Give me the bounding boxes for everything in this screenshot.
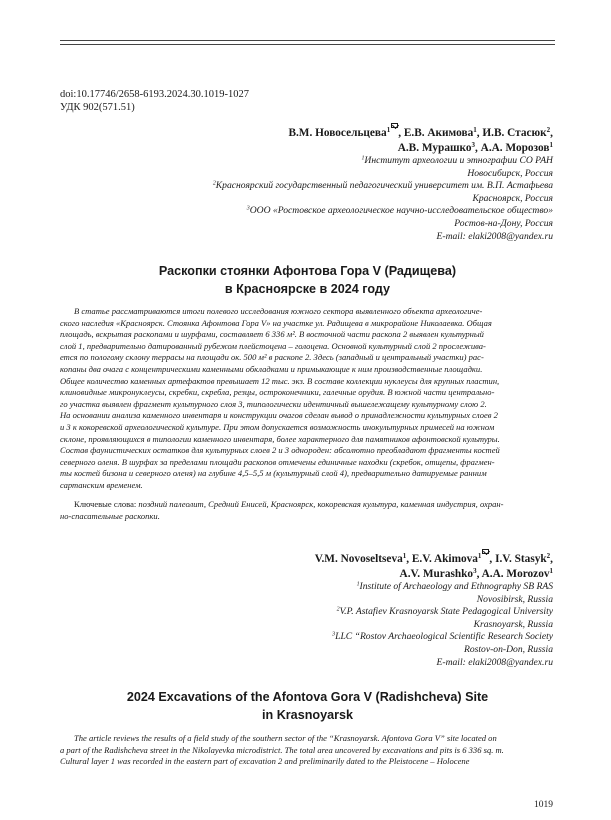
en-affiliation: $^2$V.P. Astafiev Krasnoyarsk State Pedagogical University (336, 606, 553, 618)
email-icon (391, 123, 398, 128)
ru-authors-line-1: В.М. Новосельцева$^1$ , Е.В. Акимова$^1$, И.В. Стасюк$^2$, (288, 123, 553, 141)
udk-code: УДК 902(571.51) (60, 102, 135, 113)
abstract-line: ского наследия «Красноярск. Стоянка Афонтова Гора V» на участке ул. Радищева в микрорайоне Николаевка. Общая (60, 317, 492, 328)
abstract-line: a part of the Radishcheva street in the Nikolayevka microdistrict. The total area uncovered by excavations and pits is 6 336 sq. m. (60, 744, 504, 755)
abstract-line: клиновидные микронуклеусы, скребки, скребла, резцы, остроконечники, галечные орудия. В южной части центрально- (60, 387, 495, 398)
abstract-line: площадь, вскрытая раскопами и шурфами, составляет 6 336 м². В восточной части раскопа 2 выявлен культурный (60, 329, 484, 340)
keywords-text: поздний палеолит, Средний Енисей, Красноярск, кокоревская культура, каменная индустрия, охран- (138, 499, 504, 509)
ru-affiliation: $^2$Красноярский государственный педагогический университет им. В.П. Астафьева (212, 180, 553, 192)
ru-email[interactable]: E-mail: elaki2008@yandex.ru (436, 230, 553, 242)
ru-title (60, 262, 555, 298)
abstract-line: Cultural layer 1 was recorded in the eastern part of excavation 2 and preliminarily dated to the Pleistocene – Holocene (60, 756, 470, 767)
abstract-line: го участка выявлен фрагмент культурного слоя 3, типологически идентичный вышележащему культурному слою 2. (60, 398, 487, 409)
page-number: 1019 (534, 800, 553, 810)
en-affiliation: $^3$LLC “Rostov Archaeological Scientific Research Society (332, 631, 553, 643)
email-icon (482, 549, 489, 554)
ru-keywords (60, 499, 555, 522)
en-affiliation-city: Rostov-on-Don, Russia (464, 643, 553, 655)
ru-authors (288, 123, 553, 156)
ru-authors-line-2: А.В. Мурашко$^3$, А.А. Морозов$^1$ (397, 141, 553, 154)
ru-affiliation: $^1$Институт археологии и этнографии СО РАН (361, 155, 553, 166)
abstract-line: ты костей бизона и северного оленя) на глубине 4,5–5,5 м (культурный слой 4), предварительно датируемые ранним (60, 468, 487, 479)
en-title-line-1: 2024 Excavations of the Afontova Gora V (Radishcheva) Site (126, 690, 489, 704)
abstract-line: В статье рассматриваются итоги полевого исследования южного сектора выявленного объекта археологиче- (74, 306, 483, 316)
en-title (60, 688, 555, 724)
en-authors (315, 549, 553, 582)
abstract-line: северного оленя. В шурфах за пределами площади раскопов отмечены единичные находки (скребок, отщепы, фрагмен- (60, 456, 495, 467)
ru-affiliation: $^3$ООО «Ростовское археологическое научно-исследовательское общество» (246, 205, 553, 217)
doi: doi:10.17746/2658-6193.2024.30.1019-1027 (60, 89, 249, 100)
abstract-line: Состав фаунистических остатков для культурных слоев 2 и 3 однороден: абсолютно преобладают фрагменты костей (60, 445, 500, 456)
abstract-line: и 3 к кокоревской археологической культуре. При этом допускается возможность инокультурных примесей на южном (60, 421, 495, 432)
en-affiliation-city: Novosibirsk, Russia (476, 593, 553, 605)
en-authors-line-1: V.M. Novoseltseva$^1$, E.V. Akimova$^1$ , I.V. Stasyk$^2$, (315, 549, 553, 567)
ru-affiliation-city: Красноярск, Россия (472, 192, 553, 204)
en-authors-line-2: A.V. Murashko$^3$, A.A. Morozov$^1$ (399, 567, 553, 580)
en-affiliation: $^1$Institute of Archaeology and Ethnography SB RAS (356, 581, 553, 592)
abstract-line: На основании анализа каменного инвентаря и конструкции очагов сделан вывод о принадлежности культурных слоев 2 (60, 410, 498, 421)
abstract-line: склоне, проявляющихся в типологии каменного инвентаря, более характерного для памятников афонтовской культуры. (60, 433, 500, 444)
abstract-line: слой 1, предварительно датированный рубежом плейстоцена – голоцена. Основной культурный слой 2 прослежива- (60, 340, 486, 351)
keywords-label: Ключевые слова: (74, 499, 137, 509)
abstract-line: сартанским временем. (60, 479, 143, 490)
en-affiliation-city: Krasnoyarsk, Russia (473, 618, 553, 630)
ru-affiliation-city: Новосибирск, Россия (467, 167, 553, 179)
top-rule (60, 40, 555, 41)
top-rule-thin (60, 44, 555, 45)
ru-title-line-2: в Красноярске в 2024 году (224, 282, 391, 296)
abstract-line: Общее количество каменных артефактов превышает 12 тыс. экз. В составе коллекции нуклеусы для крупных пластин, (60, 375, 500, 386)
ru-title-line-1: Раскопки стоянки Афонтова Гора V (Радищева) (158, 264, 457, 278)
en-affiliations (332, 581, 553, 669)
abstract-line: The article reviews the results of a field study of the southern sector of the “Krasnoyarsk. Afontova Gora V” site located on (74, 733, 497, 743)
abstract-line: ется по пологому склону террасы на площади ок. 500 м² в раскопе 2. Здесь (западный и центральный участки) рас- (60, 352, 484, 363)
abstract-line: копаны два очага с концентрическими каменными обкладками и примыкающие к ним производственные площадки. (60, 363, 483, 374)
ru-affiliation-city: Ростов-на-Дону, Россия (454, 217, 553, 229)
ru-affiliations (213, 155, 553, 243)
en-abstract (60, 733, 555, 768)
ru-abstract (60, 306, 555, 492)
en-title-line-2: in Krasnoyarsk (262, 708, 353, 722)
en-email[interactable]: E-mail: elaki2008@yandex.ru (436, 656, 553, 668)
keywords-text: но-спасательные раскопки. (60, 510, 160, 521)
